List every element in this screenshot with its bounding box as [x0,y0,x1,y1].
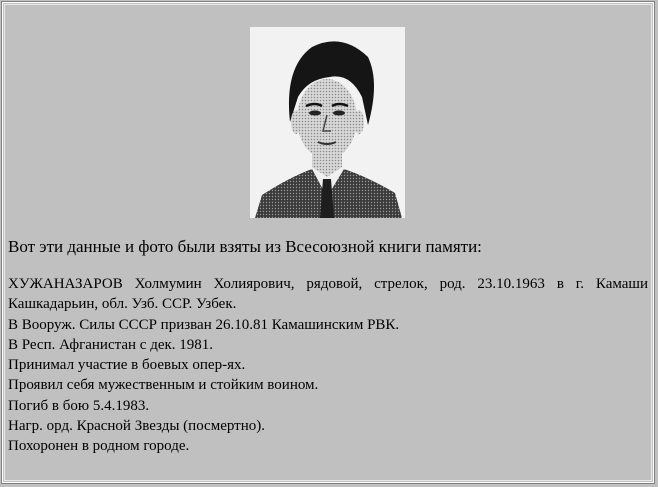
biography [8,274,648,457]
bio-line: В Респ. Афганистан с дек. 1981. [8,336,214,353]
intro-text: Вот эти данные и фото были взяты из Всесоюзной книги памяти: [8,237,482,256]
bio-main-paragraph: ХУЖАНАЗАРОВ Холмумин Холиярович, рядовой, стрелок, род. 23.10.1963 в г. Камаши Кашкадарьин, обл. Узб. ССР. Узбек. [8,276,648,313]
bio-line: Нагр. орд. Красной Звезды (посмертно). [8,418,265,435]
portrait-photo [250,27,405,218]
bio-line: В Вооруж. Силы СССР призван 26.10.81 Камашинским РВК. [8,316,400,333]
bio-line: Похоронен в родном городе. [8,438,190,455]
bio-line: Проявил себя мужественным и стойким воином. [8,377,319,394]
bio-line: Погиб в бою 5.4.1983. [8,397,150,414]
bio-line: Принимал участие в боевых опер-ях. [8,357,246,374]
